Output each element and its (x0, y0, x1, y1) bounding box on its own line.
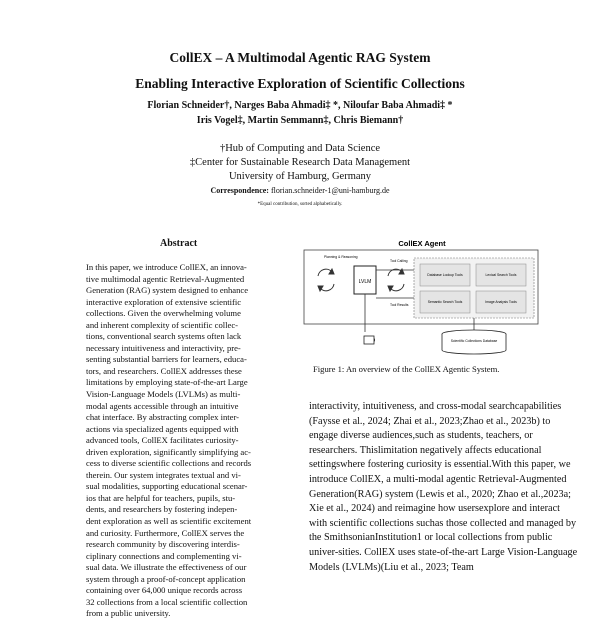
text-line: (RAG) system (Lewis et al., 2020; Zhao et al., (354, 488, 544, 500)
svg-text:Lexical Search Tools: Lexical Search Tools (485, 273, 517, 277)
correspondence-email[interactable]: florian.schneider-1@uni-hamburg.de (270, 186, 390, 195)
database-label: Scientific Collections Database (450, 339, 498, 343)
text-line: capabilities (Faysse et al., 2024; Zhai et al., 2023; (309, 401, 562, 427)
text-line: Zhao et al., 2023b) to engage diverse audiences, (309, 415, 551, 442)
tool-results-label: Tool Results (390, 303, 409, 307)
text-line: therein. Our system integrates textual and vi- (86, 469, 241, 480)
text-line: dents, and researchers by fostering indepen- (86, 504, 238, 515)
text-line: With this paper, we introduce CollEX, a multi- (309, 459, 571, 485)
text-line: Institution1 or local collections from public univer- (309, 532, 553, 558)
lvlm-label: LVLM (358, 279, 372, 285)
text-line: actions via specialized agents equipped with (86, 423, 239, 434)
text-line: modal agents accessible through an intuitive (86, 400, 239, 411)
text-line: where fostering curiosity is essential. (340, 459, 492, 471)
tool-lexical-search (476, 264, 526, 286)
agent-title: CollEX Agent (398, 239, 446, 248)
abstract-body (86, 262, 291, 620)
text-line: modal agentic Retrieval-Augmented Generation (309, 473, 567, 500)
text-line: tive multimodal agentic Retrieval-Augmented (86, 273, 245, 284)
text-line: 32 collections from a local scientific collection (86, 596, 248, 607)
correspondence (0, 186, 600, 195)
figure-caption: Figure 1: An overview of the CollEX Agentic System. (313, 364, 500, 374)
text-line: driven exploration, significantly simplifying ac- (86, 446, 251, 457)
collex-agent-diagram (300, 236, 570, 360)
text-line: sities. CollEX uses state-of-the-art Large Vision- (338, 546, 537, 558)
tool-calling-label: Tool Calling (390, 259, 408, 263)
affiliation-3: University of Hamburg, Germany (228, 171, 372, 182)
text-line: collections. Given the overwhelming volume (86, 308, 241, 319)
text-line: explore and interact with scientific collections such (309, 503, 560, 529)
text-line: necessary intuitiveness and interactivity, pre- (86, 342, 241, 353)
text-line: sual data. We illustrate the effectiveness of our (86, 562, 247, 573)
affiliation-1: †Hub of Computing and Data Science (219, 143, 381, 154)
authors-line-2: Iris Vogel‡, Martin Semmann‡, Chris Biemann† (196, 115, 404, 126)
text-line: limitation negatively affects educational settings (309, 444, 542, 471)
correspondence-label: Correspondence: (210, 186, 269, 195)
text-line: such as students, teachers, or researchers. This (309, 430, 533, 456)
text-line: system through a proof-of-concept application (86, 573, 246, 584)
right-column-body (309, 400, 579, 575)
text-line: In this paper, we introduce CollEX, an innova- (86, 262, 247, 272)
text-line: 2023a; Xie et al., 2024) and reimagine how users (309, 488, 571, 515)
text-line: Language Models (LVLMs)(Liu et al., 2023; Team (309, 546, 578, 573)
text-line: limitations by employing state-of-the-art Large (86, 377, 248, 388)
equal-contribution-note: *Equal contribution, sorted alphabetically. (257, 202, 343, 207)
text-line: dent exploration as well as scientific excitement (86, 516, 252, 527)
text-line: interactivity, intuitiveness, and cross-modal search (309, 401, 515, 412)
text-line: tors, and researchers. CollEX addresses these (86, 365, 242, 376)
affiliation-2: ‡Center for Sustainable Research Data Management (189, 157, 411, 168)
text-line: ios that are helpful for teachers, pupils, stu- (86, 492, 236, 503)
text-line: as those collected and managed by the Smithsonian (309, 517, 577, 544)
abstract-heading: Abstract (160, 238, 198, 249)
text-line: tions, conventional search systems often lack (86, 331, 242, 342)
text-line: and curiosity. Furthermore, CollEX serves the (86, 527, 245, 538)
paper-title-line-2: Enabling Interactive Exploration of Scientific Collections (135, 76, 465, 91)
text-line: Generation (RAG) system designed to enhance (86, 285, 249, 296)
tool-semantic-search (420, 291, 470, 313)
text-line: research community by discovering interdis- (86, 539, 240, 550)
tool-image-analysis (476, 291, 526, 313)
text-line: senting substantial barriers for learners, educa- (86, 354, 247, 365)
svg-text:Database Lookup Tools: Database Lookup Tools (427, 273, 463, 277)
paper-title-line-1: CollEX – A Multimodal Agentic RAG System (169, 50, 431, 65)
user-icon (364, 336, 375, 344)
text-line: and inherent complexity of scientific collec- (86, 319, 239, 330)
tool-database-lookup (420, 264, 470, 286)
text-line: ciplinary connections and complementing vi- (86, 550, 242, 561)
authors-line-1: Florian Schneider†, Narges Baba Ahmadi‡ *, Niloufar Baba Ahmadi‡ * (147, 100, 453, 111)
text-line: chat interface. By abstracting complex inter- (86, 412, 240, 423)
planning-label: Planning & Reasoning (324, 255, 358, 259)
svg-text:Image Analysis Tools: Image Analysis Tools (485, 300, 517, 304)
text-line: advanced tools, CollEX facilitates curiosity- (86, 435, 239, 446)
text-line: sual modalities, supporting educational scenar- (86, 481, 248, 492)
text-line: Vision-Language Models (LVLMs) as multi- (86, 389, 241, 400)
text-line: containing over 64,000 unique records across (86, 585, 243, 596)
text-line: interactive exploration of extensive scientific (86, 296, 242, 307)
svg-text:Semantic Search Tools: Semantic Search Tools (427, 300, 463, 304)
text-line: cess to diverse scientific collections and records (86, 458, 252, 469)
text-line: from a public university. (86, 608, 171, 619)
